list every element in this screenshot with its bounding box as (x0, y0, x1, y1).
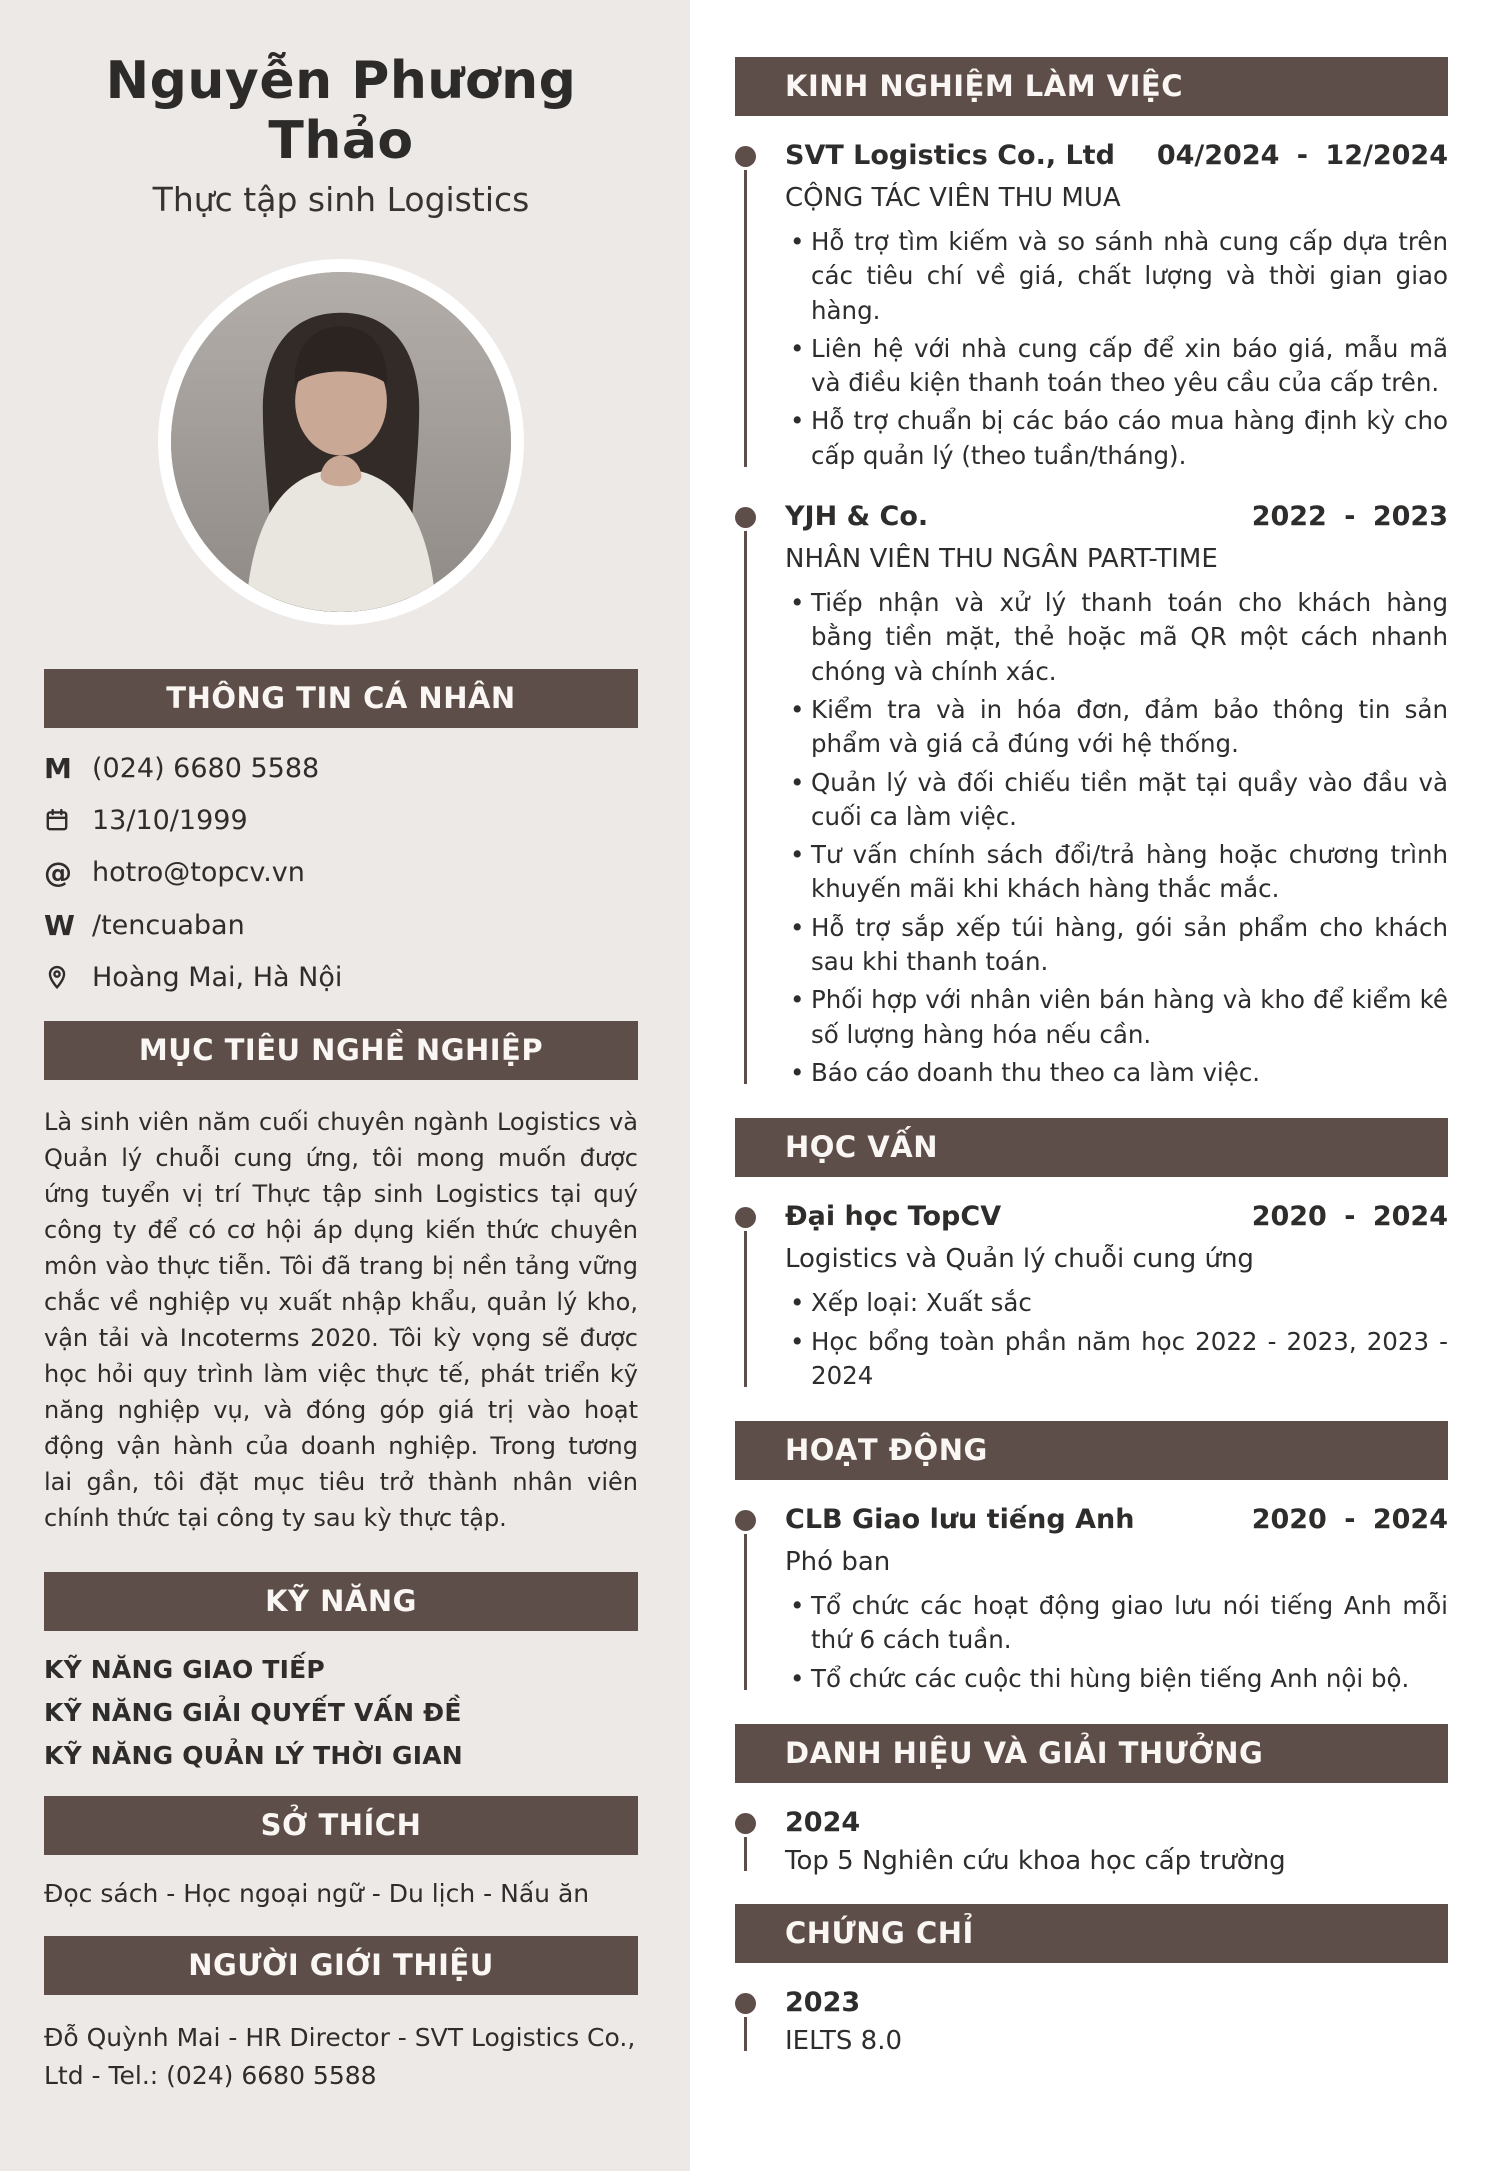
timeline-line (744, 1231, 747, 1387)
bullet-item: • Hỗ trợ sắp xếp túi hàng, gói sản phẩm cho khách sau khi thanh toán. (785, 911, 1448, 980)
phone-icon: M (44, 751, 72, 785)
certificate-year: 2023 (785, 1987, 861, 2019)
skill-item: KỸ NĂNG QUẢN LÝ THỜI GIAN (44, 1740, 463, 1770)
date-range: 2022 - 2023 (1251, 501, 1448, 533)
timeline-line (744, 531, 747, 1084)
location-icon (44, 964, 92, 990)
skills-list (44, 1655, 638, 1770)
experience-entry-head (785, 501, 1448, 532)
birthday-value: 13/10/1999 (92, 804, 248, 836)
contact-row-birthday (44, 805, 638, 836)
activity-entry-head (785, 1504, 1448, 1535)
bullet-item: • Phối hợp với nhân viên bán hàng và kho để kiểm kê số lượng hàng hóa nếu cần. (785, 983, 1448, 1052)
bullet-item: • Xếp loại: Xuất sắc (785, 1286, 1448, 1320)
date-range: 04/2024 - 12/2024 (1156, 140, 1448, 171)
objective-text: Là sinh viên năm cuối chuyên ngành Logistics và Quản lý chuỗi cung ứng, tôi mong muốn được ứng tuyển vị trí Thực tập sinh Logistics tại quý công ty để có cơ hội áp dụng kiến thức chuyên môn vào thực tiễn. Tôi đã trang bị nền tảng vững chắc về nghiệp vụ xuất nhập khẩu, quản lý kho, vận tải và Incoterms 2020. Tôi kỳ vọng sẽ được học hỏi quy trình làm việc thực tế, phát triển kỹ năng nghiệp vụ, và đóng góp giá trị vào hoạt động vận hành của doanh nghiệp. Trong tương lai gần, tôi đặt mục tiêu trở thành nhân viên chính thức tại công ty sau kỳ thực tập. (44, 1107, 638, 1532)
contact-row-address (44, 962, 638, 993)
activity-role: Phó ban (785, 1547, 891, 1578)
bullet-item: • Báo cáo doanh thu theo ca làm việc. (785, 1056, 1448, 1090)
company-name: YJH & Co. (785, 501, 929, 533)
date-range: 2020 - 2024 (1251, 1201, 1448, 1233)
section-header-skills: KỸ NĂNG (44, 1572, 638, 1631)
section-header-activities: HOẠT ĐỘNG (735, 1421, 1448, 1480)
award-entry (735, 1807, 1448, 1876)
bullet-item: • Hỗ trợ tìm kiếm và so sánh nhà cung cấp dựa trên các tiêu chí về giá, chất lượng và thời gian giao hàng. (785, 225, 1448, 328)
right-column (690, 0, 1500, 2171)
timeline-dot (735, 1993, 756, 2014)
education-bullet-list (785, 1286, 1448, 1393)
timeline-dot (735, 507, 756, 528)
timeline-line (744, 1837, 747, 1871)
skill-item: KỸ NĂNG GIẢI QUYẾT VẤN ĐỀ (44, 1697, 462, 1727)
bullet-item: • Hỗ trợ chuẩn bị các báo cáo mua hàng định kỳ cho cấp quản lý (theo tuần/tháng). (785, 404, 1448, 473)
timeline-line (744, 1534, 747, 1690)
bullet-item: • Kiểm tra và in hóa đơn, đảm bảo thông tin sản phẩm và giá cả đúng với hệ thống. (785, 693, 1448, 762)
activity-bullet-list (785, 1589, 1448, 1696)
experience-entry (735, 140, 1448, 473)
job-title: CỘNG TÁC VIÊN THU MUA (785, 183, 1121, 213)
portrait-placeholder-image (171, 272, 511, 612)
contact-list (44, 752, 638, 993)
section-header-education: HỌC VẤN (735, 1118, 1448, 1177)
section-header-personal-info: THÔNG TIN CÁ NHÂN (44, 669, 638, 728)
timeline-dot (735, 1813, 756, 1834)
section-header-objective: MỤC TIÊU NGHỀ NGHIỆP (44, 1021, 638, 1080)
school-name: Đại học TopCV (785, 1201, 1002, 1233)
website-value[interactable]: /tencuaban (92, 909, 245, 941)
bullet-item: • Học bổng toàn phần năm học 2022 - 2023, 2023 - 2024 (785, 1325, 1448, 1394)
experience-bullet-list (785, 225, 1448, 473)
section-header-awards: DANH HIỆU VÀ GIẢI THƯỞNG (735, 1724, 1448, 1783)
contact-row-email (44, 856, 638, 889)
timeline-line (744, 170, 747, 467)
address-value: Hoàng Mai, Hà Nội (92, 961, 343, 993)
company-name: SVT Logistics Co., Ltd (785, 140, 1115, 171)
timeline-dot (735, 1510, 756, 1531)
certificate-detail: IELTS 8.0 (785, 2026, 902, 2057)
email-value[interactable]: hotro@topcv.vn (92, 856, 305, 888)
hobbies-text: Đọc sách - Học ngoại ngữ - Du lịch - Nấu ăn (44, 1878, 590, 1908)
award-detail: Top 5 Nghiên cứu khoa học cấp trường (785, 1846, 1286, 1877)
experience-entry (735, 501, 1448, 1090)
bullet-item: • Tư vấn chính sách đổi/trả hàng hoặc chương trình khuyến mãi khi khách hàng thắc mắc. (785, 838, 1448, 907)
organization-name: CLB Giao lưu tiếng Anh (785, 1504, 1135, 1536)
left-column (0, 0, 690, 2171)
education-entry-head (785, 1201, 1448, 1232)
education-entry (735, 1201, 1448, 1393)
profile-photo (158, 259, 524, 625)
timeline-dot (735, 1207, 756, 1228)
phone-value: (024) 6680 5588 (92, 752, 320, 784)
bullet-item: • Liên hệ với nhà cung cấp để xin báo giá, mẫu mã và điều kiện thanh toán theo yêu cầu của cấp trên. (785, 332, 1448, 401)
job-title: NHÂN VIÊN THU NGÂN PART-TIME (785, 544, 1218, 575)
timeline-line (744, 2017, 747, 2051)
bullet-item: • Tổ chức các hoạt động giao lưu nói tiếng Anh mỗi thứ 6 cách tuần. (785, 1589, 1448, 1658)
skill-item: KỸ NĂNG GIAO TIẾP (44, 1654, 325, 1684)
calendar-icon (44, 807, 92, 833)
timeline-dot (735, 146, 756, 167)
bullet-item: • Tổ chức các cuộc thi hùng biện tiếng Anh nội bộ. (785, 1662, 1448, 1696)
bullet-item: • Quản lý và đối chiếu tiền mặt tại quầy vào đầu và cuối ca làm việc. (785, 766, 1448, 835)
contact-row-phone (44, 752, 638, 785)
certificate-entry (735, 1987, 1448, 2056)
major-name: Logistics và Quản lý chuỗi cung ứng (785, 1244, 1254, 1275)
experience-entry-head (785, 140, 1448, 171)
email-icon: @ (44, 855, 72, 889)
experience-bullet-list (785, 586, 1448, 1090)
date-range: 2020 - 2024 (1251, 1504, 1448, 1536)
section-header-experience: KINH NGHIỆM LÀM VIỆC (735, 57, 1448, 116)
references-text: Đỗ Quỳnh Mai - HR Director - SVT Logistics Co., Ltd - Tel.: (024) 6680 5588 (44, 2022, 636, 2091)
candidate-name: Nguyễn Phương Thảo (105, 51, 577, 171)
website-icon: W (44, 908, 75, 942)
section-header-references: NGƯỜI GIỚI THIỆU (44, 1936, 638, 1995)
bullet-item: • Tiếp nhận và xử lý thanh toán cho khách hàng bằng tiền mặt, thẻ hoặc mã QR một cách nhanh chóng và chính xác. (785, 586, 1448, 689)
contact-row-website (44, 909, 638, 942)
section-header-certificates: CHỨNG CHỈ (735, 1904, 1448, 1963)
candidate-title: Thực tập sinh Logistics (152, 179, 530, 219)
section-header-hobbies: SỞ THÍCH (44, 1796, 638, 1855)
award-year: 2024 (785, 1807, 861, 1839)
activity-entry (735, 1504, 1448, 1696)
